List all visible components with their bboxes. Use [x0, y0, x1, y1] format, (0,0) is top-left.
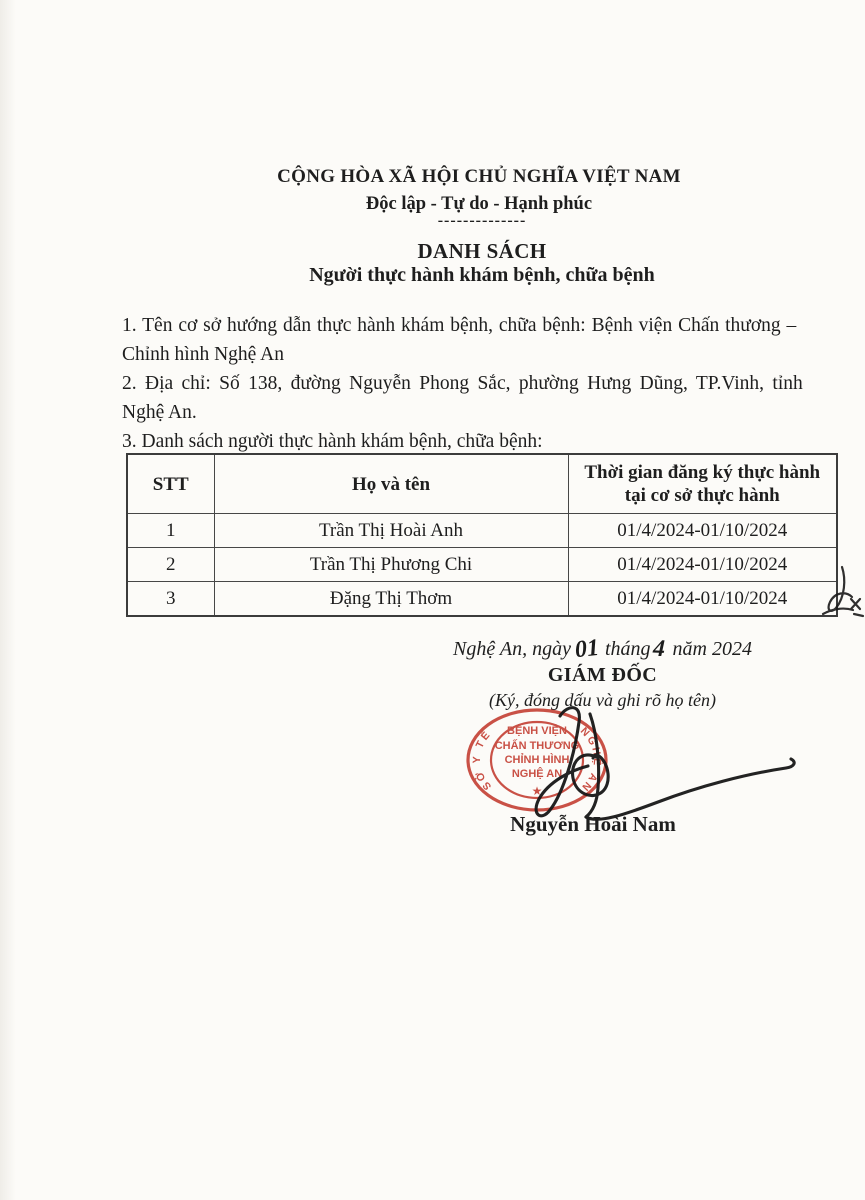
cell-time: 01/4/2024-01/10/2024	[568, 548, 837, 582]
paragraph-address	[122, 370, 834, 427]
date-line	[420, 636, 785, 662]
paragraph-line: Nghệ An.	[122, 401, 197, 423]
handwritten-signature	[430, 700, 810, 830]
handwritten-day: 01	[573, 634, 601, 664]
cell-stt: 1	[127, 514, 214, 548]
header-cell-name: Họ và tên	[214, 454, 568, 514]
table-header-row	[127, 454, 837, 514]
stamp-line3: CHỈNH HÌNH	[504, 754, 570, 766]
handwritten-month: 4	[652, 635, 665, 663]
document-subtitle: Người thực hành khám bệnh, chữa bệnh	[309, 264, 655, 286]
stamp-star-icon: ★	[531, 784, 543, 798]
stamp-line4: NGHỆ AN	[511, 768, 563, 780]
stamp-ring-left-text: SỞ Y TẾ	[470, 727, 495, 793]
month-label: tháng	[604, 638, 651, 660]
table-row	[127, 548, 837, 582]
paragraph-line: 2. Địa chỉ: Số 138, đường Nguyễn Phong Sắc, phường Hưng Dũng, TP.Vinh, tỉnh	[122, 373, 803, 394]
cell-stt: 2	[127, 548, 214, 582]
cell-time: 01/4/2024-01/10/2024	[568, 582, 837, 617]
table-row	[127, 582, 837, 617]
cell-stt: 3	[127, 582, 214, 617]
paragraph-line: 3. Danh sách người thực hành khám bệnh, chữa bệnh:	[122, 431, 543, 452]
paragraph-line: Chỉnh hình Nghệ An	[122, 343, 284, 365]
paragraph-line: 1. Tên cơ sở hướng dẫn thực hành khám bệnh, chữa bệnh: Bệnh viện Chấn thương –	[122, 315, 797, 336]
header-cell-stt: STT	[127, 454, 214, 514]
cell-time: 01/4/2024-01/10/2024	[568, 514, 837, 548]
document-title: DANH SÁCH	[417, 239, 547, 263]
header-time-line1: Thời gian đăng ký thực hành	[584, 462, 821, 483]
handwritten-initial-mark	[818, 563, 865, 623]
cell-name: Trần Thị Hoài Anh	[214, 514, 568, 548]
national-title: CỘNG HÒA XÃ HỘI CHỦ NGHĨA VIỆT NAM	[277, 166, 681, 187]
national-motto: Độc lập - Tự do - Hạnh phúc	[365, 194, 593, 214]
signer-name: Nguyễn Hoài Nam	[510, 812, 676, 836]
stamp-line2: CHẤN THƯƠNG	[494, 740, 580, 752]
stamp-line1: BỆNH VIỆN	[507, 725, 567, 737]
cell-name: Trần Thị Phương Chi	[214, 548, 568, 582]
table-row	[127, 514, 837, 548]
trainee-table	[126, 453, 838, 617]
paragraph-facility-name	[122, 312, 834, 369]
header-divider: --------------	[437, 212, 527, 229]
header-time-line2: tại cơ sở thực hành	[624, 485, 780, 506]
stamp-ring-right-text: NGHỆ AN	[577, 725, 604, 795]
signature-instruction: (Ký, đóng dấu và ghi rõ họ tên)	[489, 690, 716, 710]
year-label: năm 2024	[672, 638, 752, 660]
date-prefix: Nghệ An, ngày	[453, 638, 571, 660]
signer-title: GIÁM ĐỐC	[547, 664, 658, 686]
header-cell-time	[568, 454, 837, 514]
cell-name: Đặng Thị Thơm	[214, 582, 568, 617]
